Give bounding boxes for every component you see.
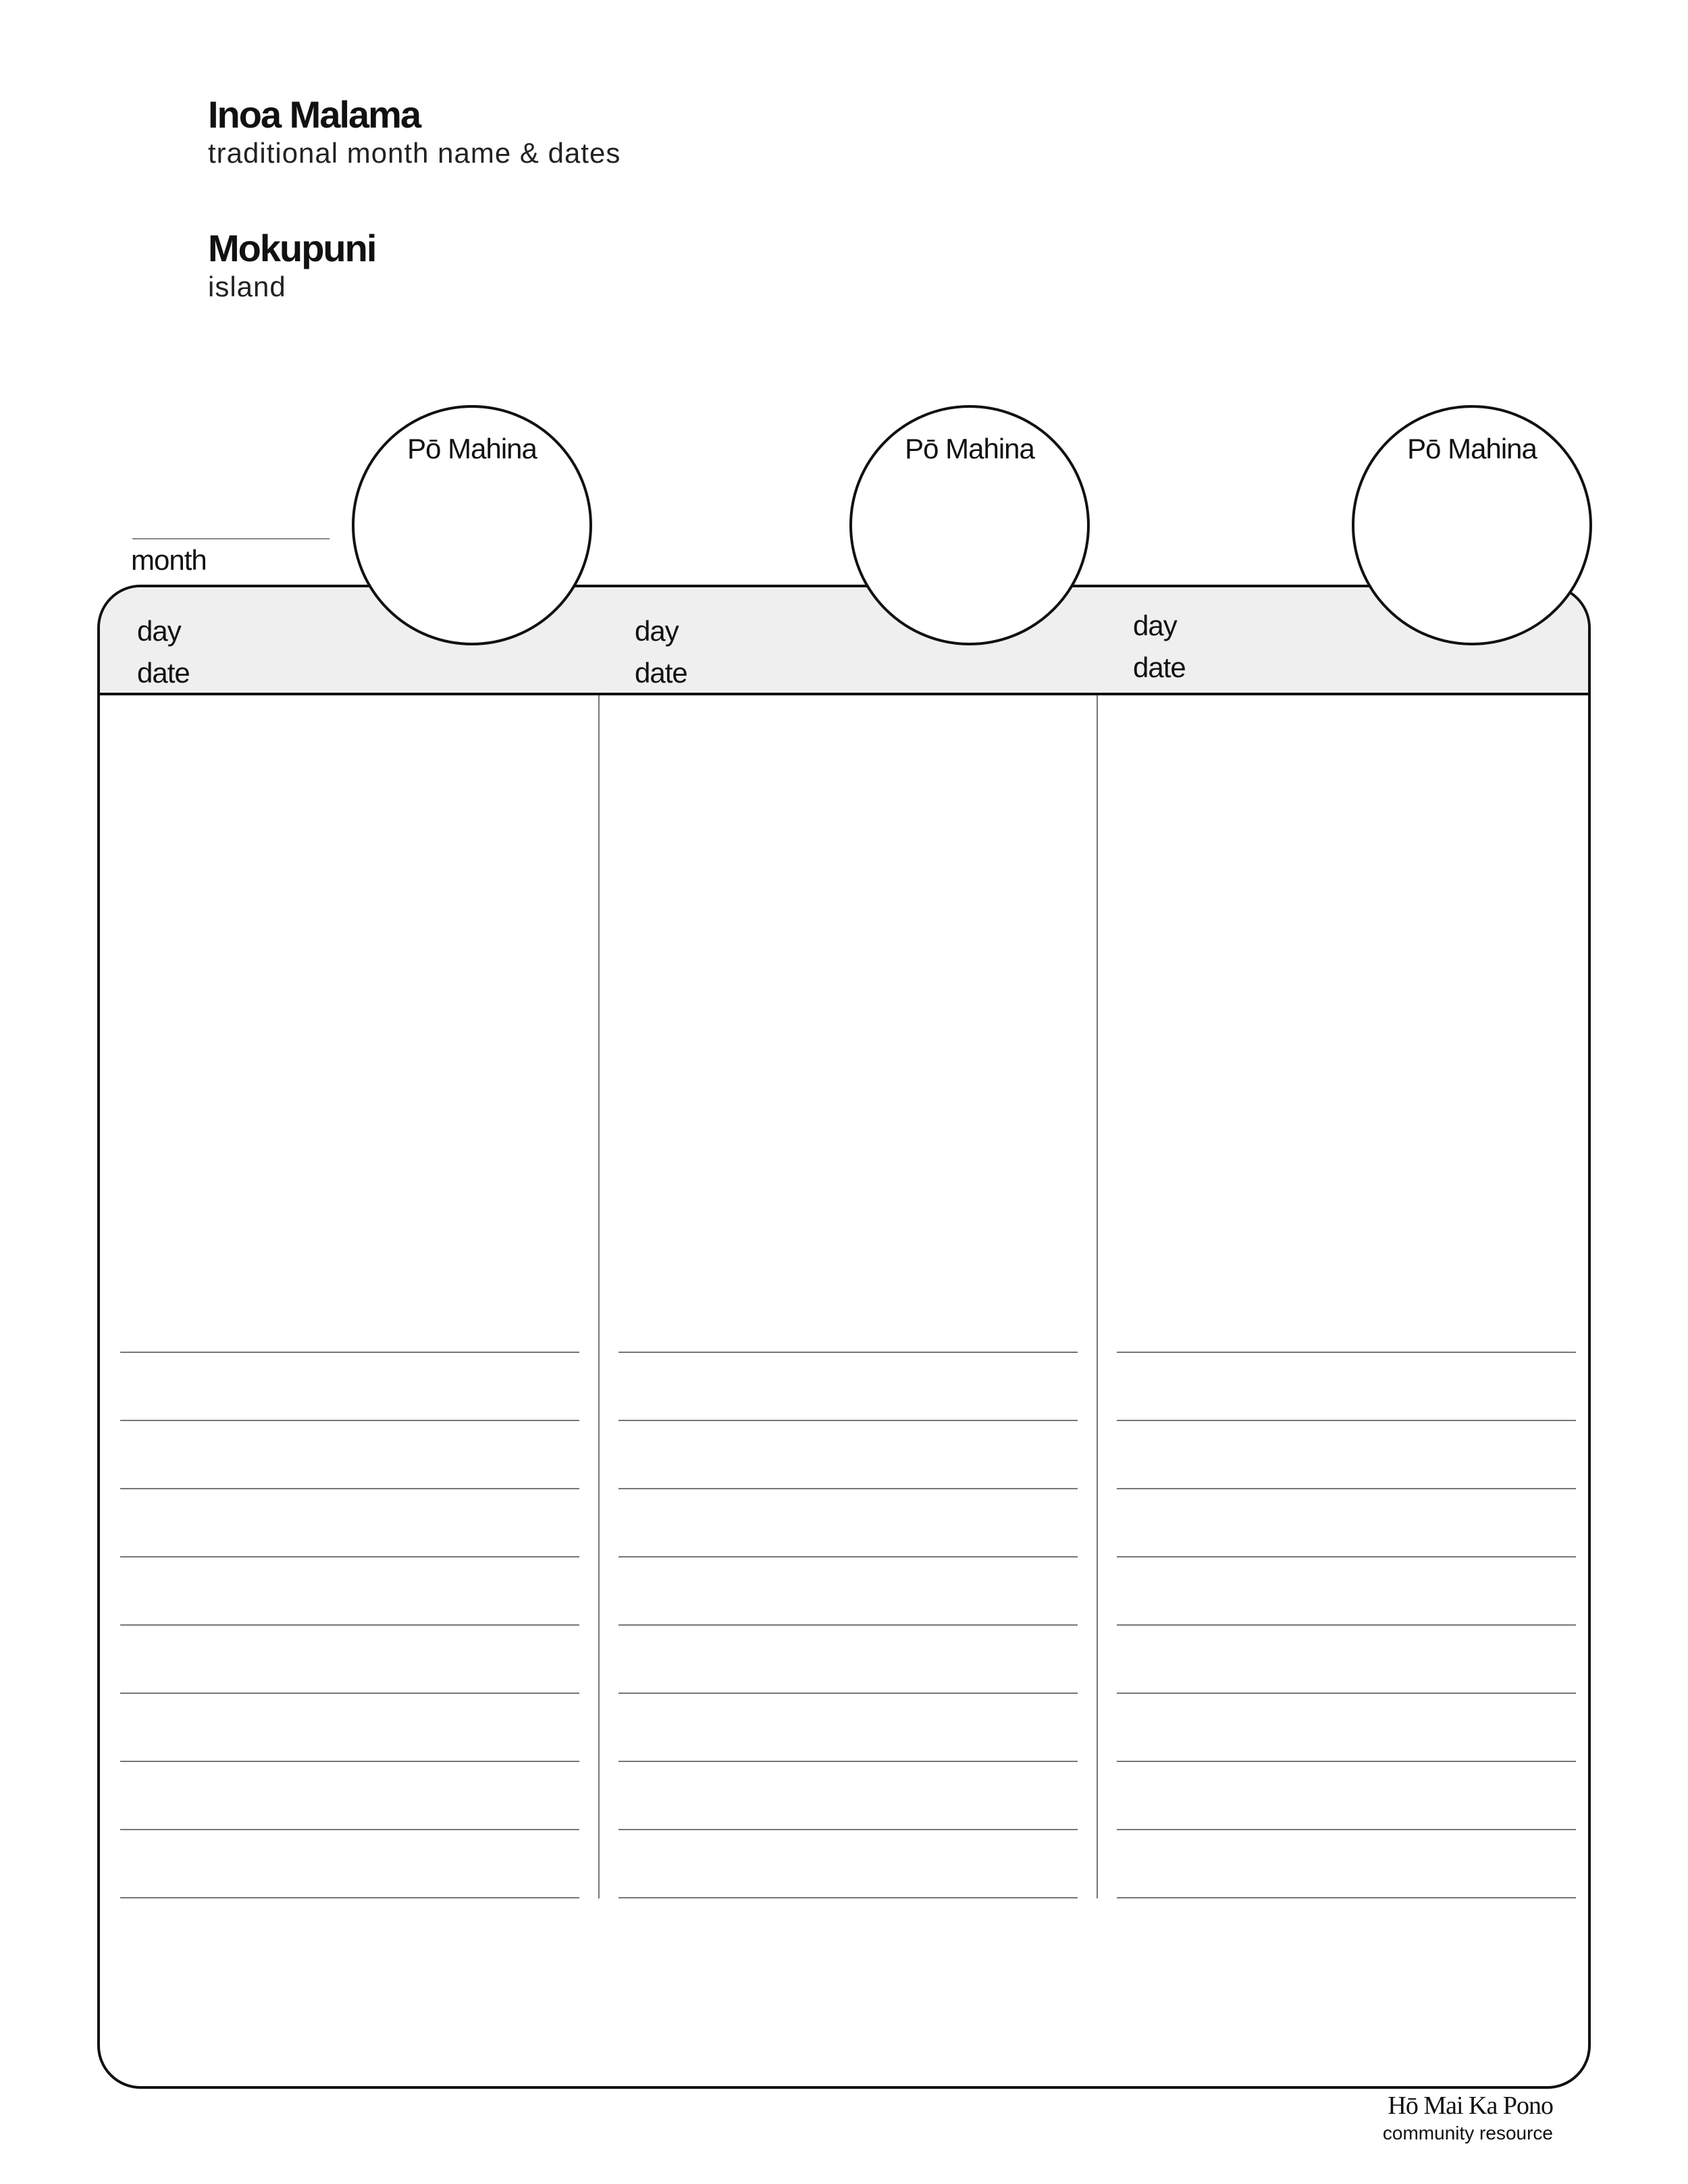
day-label-1: day — [137, 615, 181, 647]
writing-line[interactable] — [120, 1624, 579, 1626]
moon-phase-circle-1[interactable] — [352, 405, 592, 645]
writing-line[interactable] — [618, 1556, 1078, 1557]
day-label-2: day — [635, 615, 679, 647]
footer-brand — [1383, 2093, 1553, 2144]
day-header-band — [100, 587, 1588, 695]
moon-phase-label: Pō Mahina — [407, 433, 537, 464]
day-label-3: day — [1133, 610, 1177, 641]
month-name-subtitle: traditional month name & dates — [208, 137, 621, 169]
writing-line[interactable] — [120, 1761, 579, 1762]
month-label: month — [131, 544, 207, 576]
writing-line[interactable] — [120, 1420, 579, 1421]
writing-line[interactable] — [1117, 1420, 1576, 1421]
writing-line[interactable] — [618, 1624, 1078, 1626]
island-title: Mokupuni — [208, 227, 376, 269]
writing-line[interactable] — [1117, 1556, 1576, 1557]
planner-frame — [97, 585, 1591, 2089]
writing-line[interactable] — [120, 1488, 579, 1489]
writing-line[interactable] — [1117, 1488, 1576, 1489]
writing-line[interactable] — [1117, 1624, 1576, 1626]
date-label-3: date — [1133, 651, 1186, 683]
column-divider — [598, 695, 600, 1898]
island-subtitle: island — [208, 271, 286, 302]
writing-line[interactable] — [618, 1761, 1078, 1762]
writing-line[interactable] — [618, 1829, 1078, 1830]
column-divider — [1097, 695, 1098, 1898]
writing-line[interactable] — [120, 1897, 579, 1898]
date-label-2: date — [635, 657, 687, 689]
moon-phase-circle-2[interactable] — [849, 405, 1090, 645]
writing-line[interactable] — [618, 1897, 1078, 1898]
date-label-1: date — [137, 657, 190, 689]
moon-phase-label: Pō Mahina — [1407, 433, 1537, 464]
writing-line[interactable] — [618, 1488, 1078, 1489]
month-field-line[interactable] — [132, 538, 329, 539]
brand-tagline: community resource — [1382, 2123, 1553, 2143]
moon-phase-circle-3[interactable] — [1352, 405, 1592, 645]
writing-line[interactable] — [618, 1352, 1078, 1353]
brand-name: Hō Mai Ka Pono — [1388, 2092, 1553, 2120]
moon-phase-label: Pō Mahina — [905, 433, 1034, 464]
island-block — [208, 227, 376, 302]
writing-line[interactable] — [120, 1352, 579, 1353]
writing-line[interactable] — [618, 1693, 1078, 1694]
month-name-block — [208, 93, 621, 169]
writing-line[interactable] — [120, 1829, 579, 1830]
writing-line[interactable] — [1117, 1352, 1576, 1353]
writing-line[interactable] — [1117, 1897, 1576, 1898]
writing-line[interactable] — [618, 1420, 1078, 1421]
writing-line[interactable] — [1117, 1829, 1576, 1830]
writing-line[interactable] — [120, 1556, 579, 1557]
writing-line[interactable] — [120, 1693, 579, 1694]
writing-line[interactable] — [1117, 1761, 1576, 1762]
month-name-title: Inoa Malama — [208, 93, 421, 136]
writing-line[interactable] — [1117, 1693, 1576, 1694]
